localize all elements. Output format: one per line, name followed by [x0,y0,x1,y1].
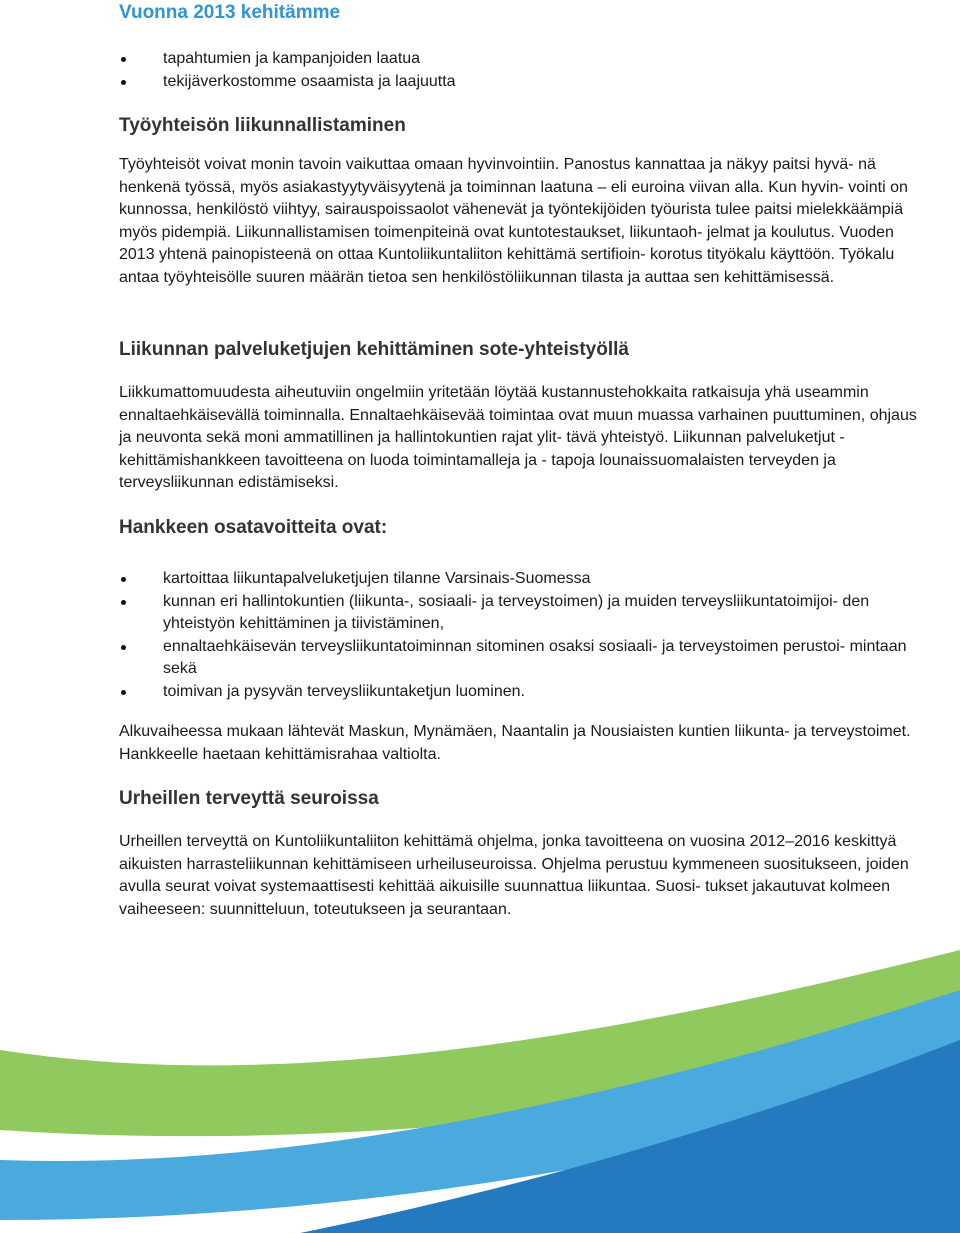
section-heading: Työyhteisön liikunnallistaminen [119,115,406,136]
list-item: ennaltaehkäisevän terveysliikuntatoiminnan sitominen osaksi sosiaali- ja terveystoimen perustoi- mintaan sekä [119,636,919,681]
section-heading: Hankkeen osatavoitteita ovat: [119,517,388,538]
decorative-swoosh [0,930,960,1233]
list-item: kartoittaa liikuntapalveluketjujen tilanne Varsinais-Suomessa [119,568,919,591]
section-paragraph: Alkuvaiheessa mukaan lähtevät Maskun, Mynämäen, Naantalin ja Nousiaisten kuntien liikunta- ja terveystoimet. Hankkeelle haetaan kehittämisrahaa valtiolta. [119,723,911,763]
section-paragraph: Urheillen terveyttä on Kuntoliikuntaliiton kehittämä ohjelma, jonka tavoitteena on vuosina 2012–2016 keskittyä aikuisten harrasteliikunnan kehittämiseen urheiluseuroissa. Ohjelma perustuu kymmeneen suositukseen, joiden avulla seurat voivat systemaattisesti kehittää aikuisille suunnattua liikuntaa. Suosi- tukset jakautuvat kolmeen vaiheeseen: suunnitteluun, toteutukseen ja seurantaan. [119,833,909,918]
section-workplace [119,114,919,289]
section-service-chains [119,338,919,495]
page-title: Vuonna 2013 kehitämme [119,2,341,23]
intro-bullet-list [119,48,919,93]
list-item: tekijäverkostomme osaamista ja laajuutta [119,71,919,94]
section-goals [119,516,919,766]
goals-bullet-list [119,568,919,703]
section-paragraph: Liikkumattomuudesta aiheutuviin ongelmiin yritetään löytää kustannustehokkaita ratkaisuja yhä useammin ennaltaehkäisevällä toiminnalla. Ennaltaehkäisevää toimintaa ovat muun muassa varhainen puuttuminen, ohjaus ja neuvonta sekä moni ammatillinen ja hallintokuntien rajat ylit- tävä yhteistyö. Liikunnan palveluketjut -kehittämishankkeen tavoitteena on luoda toimintamalleja ja - tapoja lounaissuomalaisten terveyden ja terveysliikunnan edistämiseksi. [119,384,917,491]
section-sports-clubs [119,787,919,921]
section-heading: Liikunnan palveluketjujen kehittäminen sote-yhteistyöllä [119,339,629,360]
list-item: tapahtumien ja kampanjoiden laatua [119,48,919,71]
list-item: kunnan eri hallintokuntien (liikunta-, sosiaali- ja terveystoimen) ja muiden terveysliikuntatoimijoi- den yhteistyön kehittäminen ja tiivistäminen, [119,591,919,636]
section-heading: Urheillen terveyttä seuroissa [119,788,379,809]
list-item: toimivan ja pysyvän terveysliikuntaketjun luominen. [119,681,919,704]
section-paragraph: Työyhteisöt voivat monin tavoin vaikuttaa omaan hyvinvointiin. Panostus kannattaa ja näkyy paitsi hyvä- nä henkenä työssä, myös asiakastyytyväisyytenä ja toiminnan laatuna – eli euroina viivan alla. Kun hyvin- vointi on kunnossa, henkilöstö viihtyy, sairauspoissaolot vähenevät ja työntekijöiden työurista tulee paitsi mielekkäämpiä myös pidempiä. Liikunnallistamisen toimenpiteinä ovat kuntotestaukset, liikuntaoh- jelmat ja koulutus. Vuoden 2013 yhtenä painopisteenä on ottaa Kuntoliikuntaliiton kehittämä sertifioin- korotus tityökalu käyttöön. Työkalu antaa työyhteisölle suuren määrän tietoa sen henkilöstöliikunnan tilasta ja auttaa sen kehittämisessä. [119,156,908,286]
